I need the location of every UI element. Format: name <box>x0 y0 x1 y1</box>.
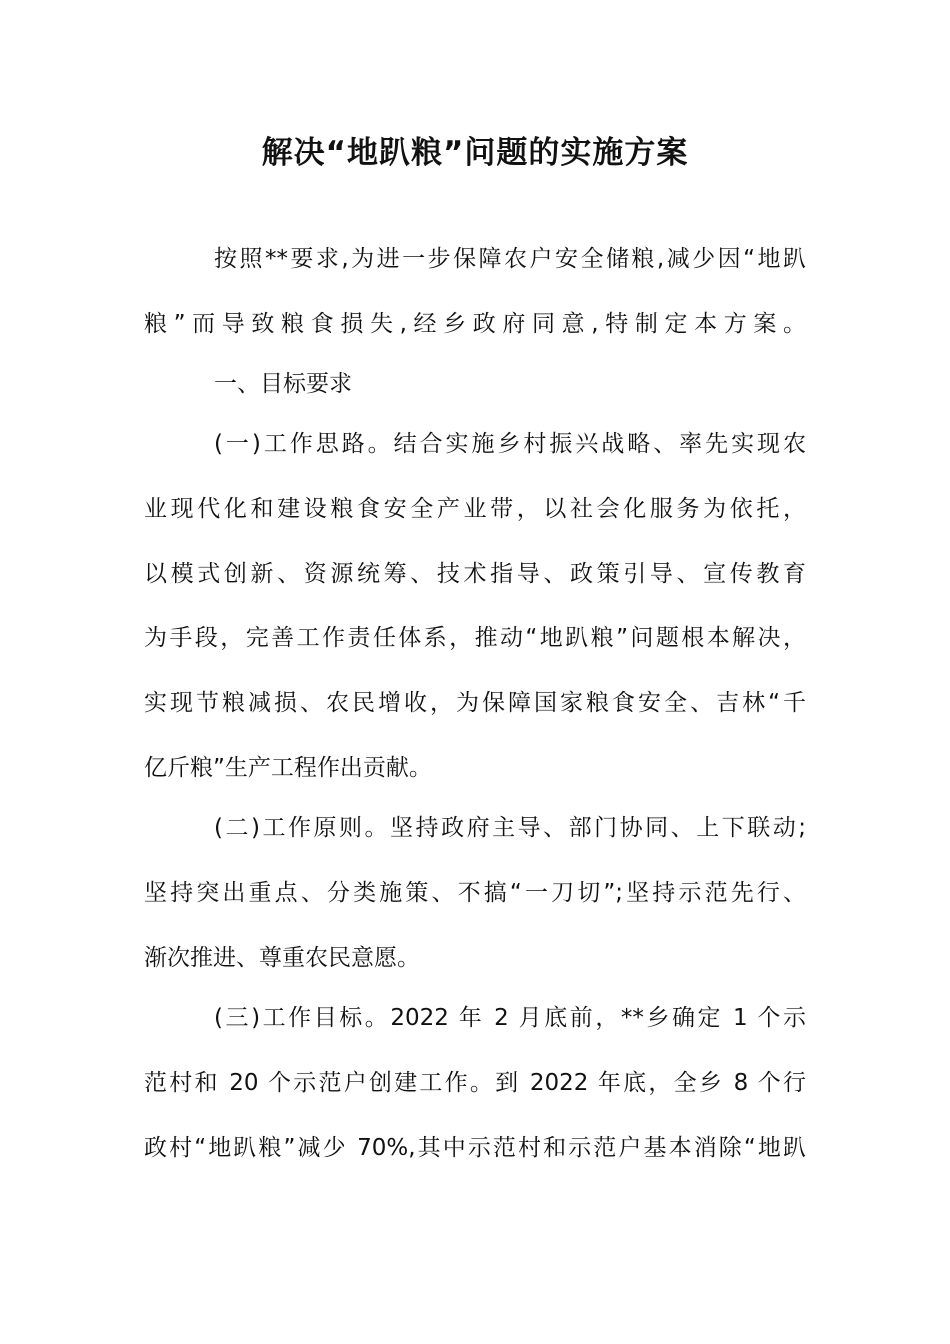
document-title: 解决“地趴粮”问题的实施方案 <box>261 135 689 171</box>
paragraph-line: (二)工作原则。坚持政府主导、部门协同、上下联动; <box>214 815 806 841</box>
paragraph-line: 范村和 20 个示范户创建工作。到 2022 年底，全乡 8 个行 <box>144 1070 806 1096</box>
paragraph-line: 粮”而导致粮食损失,经乡政府同意,特制定本方案。 <box>144 311 806 337</box>
paragraph-line: (一)工作思路。结合实施乡村振兴战略、率先实现农 <box>214 431 806 457</box>
paragraph-line: 按照**要求,为进一步保障农户安全储粮,减少因“地趴 <box>214 246 806 272</box>
paragraph-line: 业现代化和建设粮食安全产业带，以社会化服务为依托， <box>144 496 806 522</box>
paragraph-line: 为手段，完善工作责任体系，推动“地趴粮”问题根本解决， <box>144 625 806 651</box>
paragraph-line: 渐次推进、尊重农民意愿。 <box>144 945 420 971</box>
paragraph-line: 亿斤粮”生产工程作出贡献。 <box>144 755 432 781</box>
paragraph-line: 坚持突出重点、分类施策、不搞“一刀切”;坚持示范先行、 <box>144 880 806 906</box>
section-heading: 一、目标要求 <box>214 371 352 397</box>
paragraph-line: 以模式创新、资源统筹、技术指导、政策引导、宣传教育 <box>144 561 806 587</box>
paragraph-line: 实现节粮减损、农民增收，为保障国家粮食安全、吉林“千 <box>144 690 806 716</box>
paragraph-line: 政村“地趴粮”减少 70%,其中示范村和示范户基本消除“地趴 <box>144 1135 806 1161</box>
paragraph-line: (三)工作目标。2022 年 2 月底前，**乡确定 1 个示 <box>214 1005 806 1031</box>
